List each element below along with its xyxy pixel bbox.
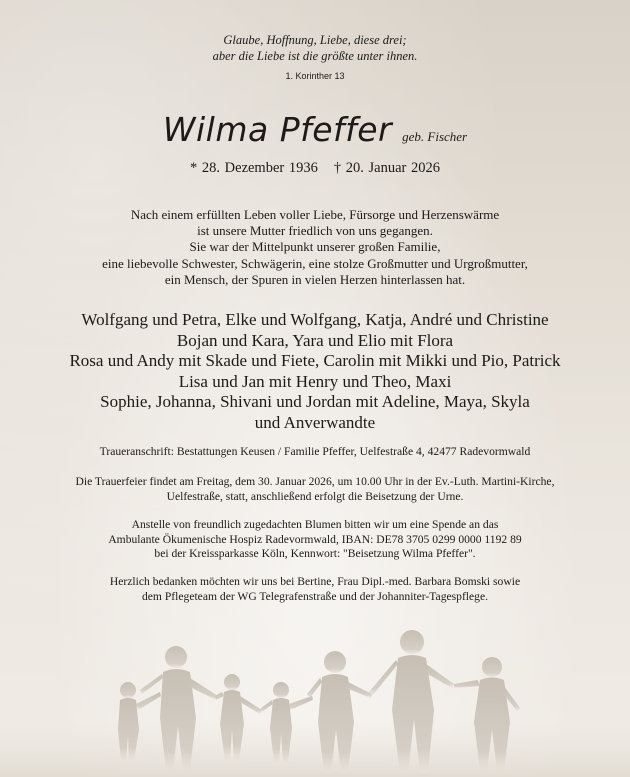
thanks-line: Herzlich bedanken möchten wir uns bei Bertine, Frau Dipl.-med. Barbara Bomski sowie bbox=[109, 575, 521, 588]
mourning-address: Traueranschrift: Bestattungen Keusen / Familie Pfeffer, Uelfestraße 4, 42477 Radevormwald bbox=[99, 445, 531, 458]
donation-info bbox=[0, 518, 630, 562]
mourners-line: Bojan und Kara, Yara und Elio mit Flora bbox=[176, 330, 454, 350]
ceremony-line: Die Trauerfeier findet am Freitag, dem 30. Januar 2026, um 10.00 Uhr in der Ev.-Luth. Martini-Kirche, bbox=[75, 475, 555, 488]
life-dates bbox=[0, 160, 630, 177]
intro-line: Nach einem erfüllten Leben voller Liebe, Fürsorge und Herzenswärme bbox=[130, 207, 500, 222]
thanks-line: dem Pflegeteam der WG Telegrafenstraße und der Johanniter-Tagespflege. bbox=[141, 590, 489, 603]
intro-line: Sie war der Mittelpunkt unserer großen Familie, bbox=[189, 239, 441, 255]
mourners-list bbox=[0, 310, 630, 433]
bible-quote bbox=[0, 32, 630, 64]
ceremony-info bbox=[0, 474, 630, 504]
intro-line: eine liebevolle Schwester, Schwägerin, eine stolze Großmutter und Urgroßmutter, bbox=[102, 255, 528, 271]
quote-reference: 1. Korinther 13 bbox=[285, 71, 345, 81]
death-date: † 20. Januar 2026 bbox=[333, 160, 440, 176]
family-silhouette-icon bbox=[0, 600, 630, 777]
mourners-line: Wolfgang und Petra, Elke und Wolfgang, Katja, André und Christine bbox=[81, 310, 549, 329]
mourners-line: Lisa und Jan mit Henry und Theo, Maxi bbox=[178, 371, 452, 391]
quote-line-2: aber die Liebe ist die größte unter ihnen. bbox=[212, 49, 418, 63]
donation-line: Ambulante Ökumenische Hospiz Radevormwald, IBAN: DE78 3705 0299 0000 1192 89 bbox=[108, 532, 522, 546]
ceremony-line: Uelfestraße, statt, anschließend erfolgt die Beisetzung der Urne. bbox=[166, 490, 464, 503]
deceased-name: Wilma Pfeffer bbox=[162, 110, 393, 149]
donation-line: Anstelle von freundlich zugedachten Blumen bitten wir um eine Spende an das bbox=[131, 518, 499, 531]
intro-line: ist unsere Mutter friedlich von uns gegangen. bbox=[197, 223, 433, 239]
birth-date: * 28. Dezember 1936 bbox=[190, 160, 318, 176]
intro-line: ein Mensch, der Spuren in vielen Herzen hinterlassen hat. bbox=[164, 271, 466, 287]
mourners-line: Sophie, Johanna, Shivani und Jordan mit Adeline, Maya, Skyla bbox=[100, 392, 530, 411]
name-row bbox=[0, 110, 630, 150]
birth-name: geb. Fischer bbox=[402, 129, 468, 144]
quote-line-1: Glaube, Hoffnung, Liebe, diese drei; bbox=[223, 33, 407, 47]
mourners-line: Rosa und Andy mit Skade und Fiete, Carolin mit Mikki und Pio, Patrick bbox=[69, 351, 561, 370]
intro-text bbox=[0, 207, 630, 288]
mourners-line: und Anverwandte bbox=[254, 412, 376, 432]
donation-line: bei der Kreissparkasse Köln, Kennwort: "Beisetzung Wilma Pfeffer". bbox=[154, 547, 476, 560]
